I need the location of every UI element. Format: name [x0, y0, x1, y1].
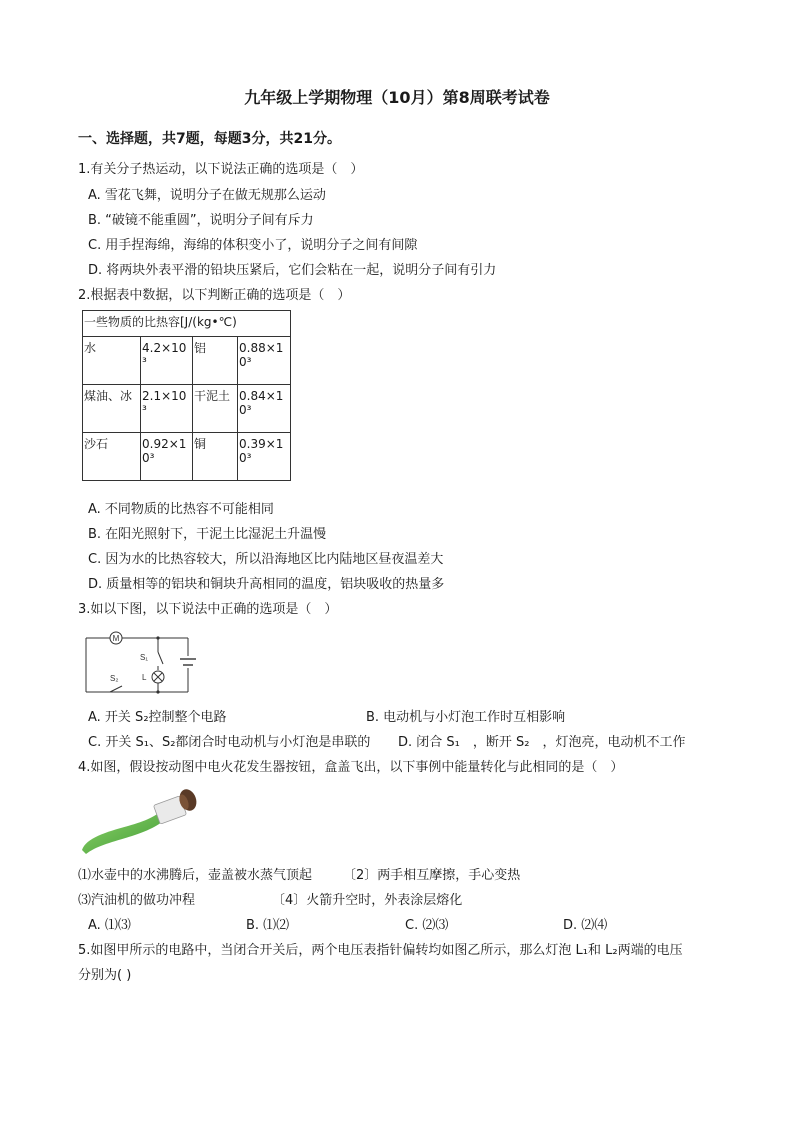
option-c: C. 开关 S₁、S₂都闭合时电动机与小灯泡是串联的 [88, 735, 371, 750]
option-a: A. 开关 S₂控制整个电路 [88, 710, 227, 725]
option-d: D. ⑵⑷ [563, 918, 608, 933]
s2-label: S₂ [110, 674, 119, 683]
option-b: B. “破镜不能重圆”，说明分子间有斥力 [88, 213, 314, 228]
option-b: B. 电动机与小灯泡工作时互相影响 [366, 710, 566, 725]
question-stem: 1.有关分子热运动，以下说法正确的选项是（ ） [78, 162, 364, 177]
question-stem: 2.根据表中数据，以下判断正确的选项是（ ） [78, 288, 351, 303]
choice-line: ⑴水壶中的水沸腾后，壶盖被水蒸气顶起 [78, 868, 313, 883]
table-cell: 水 [83, 337, 141, 385]
question-stem-continued: 分别为( ) [78, 968, 132, 983]
section-heading: 一、选择题，共7题，每题3分，共21分。 [78, 131, 341, 147]
table-cell: 0.88×10³ [238, 337, 291, 385]
choice-line: ⑶汽油机的做功冲程 [78, 893, 196, 908]
option-c: C. 用手捏海绵，海绵的体积变小了，说明分子之间有间隙 [88, 238, 418, 253]
option-b: B. 在阳光照射下，干泥土比湿泥土升温慢 [88, 527, 327, 542]
option-d: D. 闭合 S₁ ，断开 S₂ ，灯泡亮，电动机不工作 [398, 735, 686, 750]
option-b: B. ⑴⑵ [246, 918, 290, 933]
question-stem: 4.如图，假设按动图中电火花发生器按钮，盒盖飞出，以下事例中能量转化与此相同的是（ ） [78, 760, 624, 775]
table-header: 一些物质的比热容[J/(kg•℃) [83, 311, 291, 337]
option-a: A. 不同物质的比热容不可能相同 [88, 502, 274, 517]
table-cell: 干泥土 [193, 385, 238, 433]
spark-igniter-illustration [76, 786, 206, 858]
page-title: 九年级上学期物理（10月）第8周联考试卷 [244, 88, 550, 107]
table-row [83, 433, 291, 481]
option-d: D. 质量相等的铝块和铜块升高相同的温度，铝块吸收的热量多 [88, 577, 445, 592]
option-d: D. 将两块外表平滑的铅块压紧后，它们会粘在一起，说明分子间有引力 [88, 263, 497, 278]
option-a: A. 雪花飞舞，说明分子在做无规那么运动 [88, 188, 326, 203]
question-stem: 3.如以下图，以下说法中正确的选项是（ ） [78, 602, 338, 617]
table-cell: 煤油、冰 [83, 385, 141, 433]
lamp-label: L [142, 673, 147, 682]
circuit-diagram [80, 628, 200, 698]
choice-line: 〔2〕两手相互摩擦，手心变热 [343, 868, 521, 883]
table-cell: 0.92×10³ [141, 433, 193, 481]
table-cell: 0.39×10³ [238, 433, 291, 481]
table-cell: 0.84×10³ [238, 385, 291, 433]
table-cell: 2.1×10³ [141, 385, 193, 433]
option-c: C. 因为水的比热容较大，所以沿海地区比内陆地区昼夜温差大 [88, 552, 444, 567]
table-cell: 铝 [193, 337, 238, 385]
choice-line: 〔4〕火箭升空时，外表涂层熔化 [272, 893, 463, 908]
table-row [83, 385, 291, 433]
option-a: A. ⑴⑶ [88, 918, 131, 933]
s1-label: S₁ [140, 653, 149, 662]
table-row [83, 337, 291, 385]
motor-label: M [112, 634, 120, 643]
table-cell: 铜 [193, 433, 238, 481]
option-c: C. ⑵⑶ [405, 918, 449, 933]
specific-heat-table [82, 310, 291, 481]
question-stem: 5.如图甲所示的电路中，当闭合开关后，两个电压表指针偏转均如图乙所示，那么灯泡 L₁和 L₂两端的电压 [78, 943, 683, 958]
table-cell: 沙石 [83, 433, 141, 481]
table-cell: 4.2×10³ [141, 337, 193, 385]
